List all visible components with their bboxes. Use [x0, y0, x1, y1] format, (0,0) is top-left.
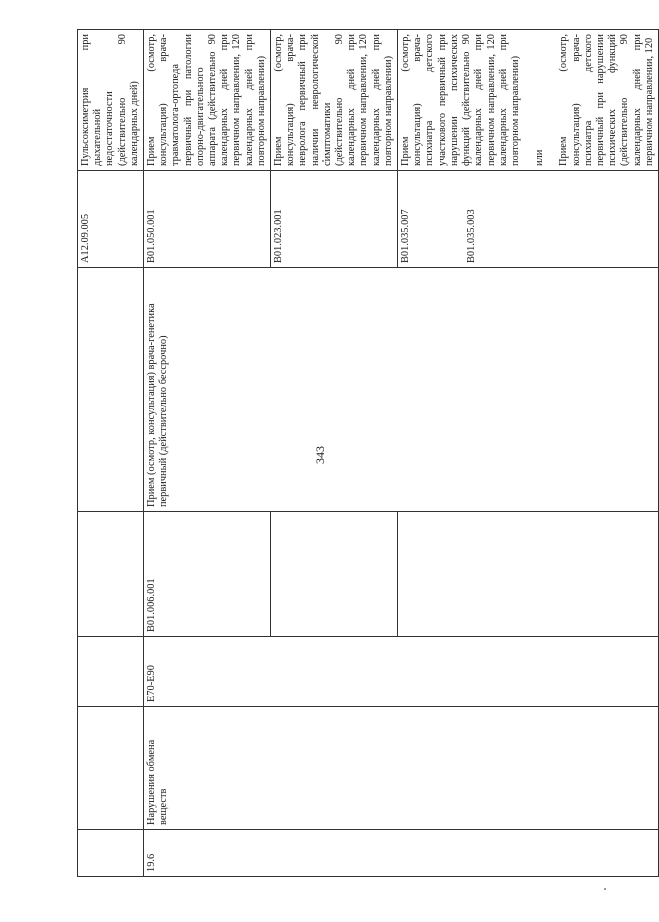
previous-service-name: Пульсоксиметрия при дыхательной недостаточности (действительно 90 календарных дней) — [78, 30, 144, 171]
table-row-previous — [78, 30, 144, 877]
primary-service-code: B01.006.001 — [144, 512, 271, 637]
cell-empty — [271, 512, 398, 637]
primary-service-name: Прием (осмотр, консультация) врача-генетика первичный (действительно бессрочно) — [144, 268, 659, 512]
service-code: B01.023.001 — [271, 171, 398, 268]
or-label: или — [534, 149, 546, 166]
previous-service-code: A12.09.005 — [78, 171, 144, 268]
row-number: 19.6 — [144, 830, 659, 877]
service-name: Прием (осмотр, консультация) врача-травматолога-ортопеда первичный при патологии опорно-двигательного аппарата (действительно 90 календарных дней при первичном направлении, 120 календарных дней при повторном направлении) — [144, 30, 271, 171]
service-code — [398, 171, 659, 268]
cell-empty — [78, 637, 144, 707]
cell-empty — [78, 707, 144, 830]
cell-empty — [78, 268, 144, 512]
service-code-value: B01.035.007 — [400, 209, 412, 263]
cell-empty — [78, 512, 144, 637]
alt-service-name: Прием (осмотр, консультация) врача-психиатра детского первичный при нарушении психических функций (действительно 90 календарных дней при первичном направлении, 120 — [558, 34, 655, 166]
document-table — [77, 30, 655, 877]
service-code: B01.050.001 — [144, 171, 271, 268]
alt-service-code: B01.035.003 — [466, 209, 478, 263]
disease-group: Нарушения обмена веществ — [144, 707, 659, 830]
scan-speck — [604, 888, 606, 890]
cell-empty — [398, 512, 659, 637]
icd-codes: E70-E90 — [144, 637, 659, 707]
service-name-value: Прием (осмотр, консультация) врача-психиатра детского участкового первичный при нарушении психических функций (действительно 90 календарных дней при первичном направлении, 120 календарных дней при повторном направлении) — [400, 34, 521, 166]
page-number: 343 — [313, 446, 327, 464]
service-name: Прием (осмотр, консультация) врача-невролога первичный при наличии неврологической симптоматики (действительно 90 календарных дней при первичном направлении, 120 календарных дней при повторном направлении) — [271, 30, 398, 171]
table-row-19-6 — [144, 30, 271, 877]
service-name — [398, 30, 659, 171]
cell-empty — [78, 830, 144, 877]
